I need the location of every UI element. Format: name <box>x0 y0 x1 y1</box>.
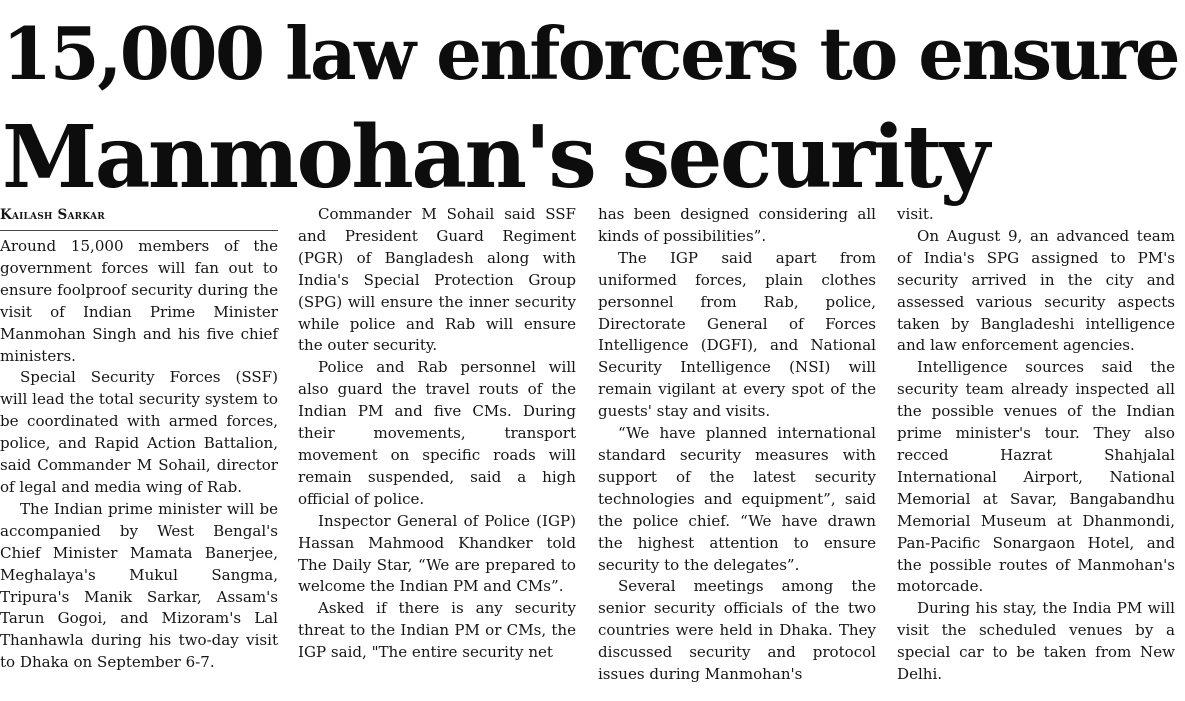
paragraph-continuation: has been designed considering all kinds of possibilities”. <box>598 205 876 245</box>
paragraph: Special Security Forces (SSF) will lead the total security system to be coordinated with armed forces, police, and Rapid Action Battalion, said Commander M Sohail, director of legal and media wing of Rab. <box>0 368 278 496</box>
paragraph: The IGP said apart from uniformed forces, plain clothes personnel from Rab, police, Directorate General of Forces Intelligence (DGFI), and National Security Intelligence (NSI) will remain vigilant at every spot of the guests' stay and visits. <box>598 248 876 421</box>
article-column-3 <box>598 204 876 686</box>
paragraph: “We have planned international standard security measures with support of the latest security technologies and equipment”, said the police chief. “We have drawn the highest attention to ensure security to the delegates”. <box>598 424 876 574</box>
paragraph: Several meetings among the senior security officials of the two countries were held in Dhaka. They discussed security and protocol issues during Manmohan's <box>598 577 876 684</box>
paragraph: Commander M Sohail said SSF and President Guard Regiment (PGR) of Bangladesh along with India's Special Protection Group (SPG) will ensure the inner security while police and Rab will ensure the outer security. <box>298 205 576 355</box>
paragraph: Intelligence sources said the security team already inspected all the possible venues of the Indian prime minister's tour. They also recced Hazrat Shahjalal International Airport, National Memorial at Savar, Bangabandhu Memorial Museum at Dhanmondi, Pan-Pacific Sonargaon Hotel, and the possible routes of Manmohan's motorcade. <box>897 358 1175 596</box>
headline-line-2: Manmohan's security <box>2 107 988 208</box>
article-column-1 <box>0 204 278 674</box>
article-column-4 <box>897 204 1175 686</box>
paragraph: Inspector General of Police (IGP) Hassan Mahmood Khandker told The Daily Star, “We are prepared to welcome the Indian PM and CMs”. <box>298 511 576 596</box>
paragraph: During his stay, the India PM will visit the scheduled venues by a special car to be taken from New Delhi. <box>897 599 1175 684</box>
paragraph: The Indian prime minister will be accompanied by West Bengal's Chief Minister Mamata Banerjee, Meghalaya's Mukul Sangma, Tripura's Manik Sarkar, Assam's Tarun Gogoi, and Mizoram's Lal Thanhawla during his two-day visit to Dhaka on September 6-7. <box>0 499 278 672</box>
paragraph: On August 9, an advanced team of India's SPG assigned to PM's security arrived in the city and assessed various security aspects taken by Bangladeshi intelligence and law enforcement agencies. <box>897 226 1175 355</box>
paragraph: Around 15,000 members of the government forces will fan out to ensure foolproof security during the visit of Indian Prime Minister Manmohan Singh and his five chief ministers. <box>0 237 278 365</box>
byline: Kailash Sarkar <box>0 204 278 231</box>
article-column-2 <box>298 204 576 664</box>
headline <box>2 2 1185 210</box>
headline-line-1: 15,000 law enforcers to ensure <box>2 11 1179 96</box>
paragraph: Police and Rab personnel will also guard the travel routs of the Indian PM and five CMs. During their movements, transport movement on specific roads will remain suspended, said a high official of police. <box>298 358 576 508</box>
paragraph: Asked if there is any security threat to the Indian PM or CMs, the IGP said, "The entire security net <box>298 599 576 662</box>
paragraph-continuation: visit. <box>897 205 934 223</box>
